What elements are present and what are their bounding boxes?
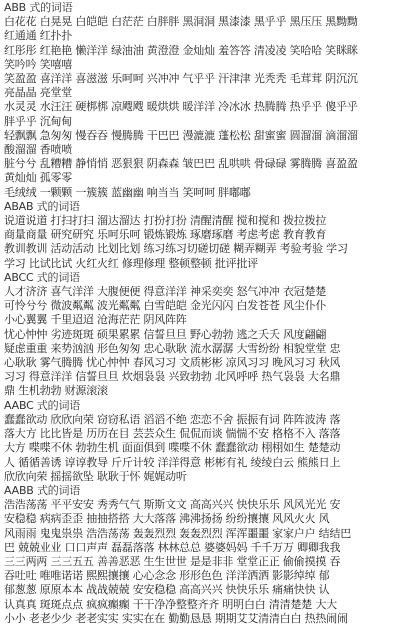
text-line: 安稳稳 病病歪歪 抽抽搭搭 大大落落 沸沸扬扬 纷纷攘攘 风风火火 风 [4, 512, 330, 526]
text-line: 红通通 红扑扑 [4, 29, 73, 43]
section-heading: ABCC 式的词语 [4, 270, 80, 284]
text-line: 三三两两 三三五五 善善恶恶 生生世世 是是非非 堂堂正正 偷偷摸摸 吞 [4, 554, 341, 568]
section-heading: ABAB 式的词语 [4, 199, 80, 213]
text-line: 商量商量 研究研究 乐呵乐呵 锻炼锻炼 琢磨琢磨 考虑考虑 教育教育 [4, 228, 327, 242]
text-line: 欣欣向荣 摇摇欲坠 耿耿于怀 娓娓动听 [4, 469, 187, 483]
text-line: 黄灿灿 孤零零 [4, 171, 73, 185]
text-line: 鼎 生机勃勃 财源滚滚 [4, 384, 108, 398]
text-line: 认真真 斑斑点点 疯疯癫癫 干干净净整整齐齐 明明白白 清清楚楚 大大 [4, 597, 337, 611]
text-line: 笑吟吟 笑嘻嘻 [4, 57, 73, 71]
text-line: 教训教训 活动活动 比划比划 练习练习切磋切磋 糊弄糊弄 考验考验 学习 [4, 242, 348, 256]
text-line: 小心翼翼 千里迢迢 沧海茫茫 阴风阵阵 [4, 313, 187, 327]
text-line: 酸溜溜 香喷喷 [4, 143, 73, 157]
text-line: 人 循循善诱 谆谆教导 斤斤计较 洋洋得意 彬彬有礼 绫绫白云 熊熊日上 [4, 455, 341, 469]
text-line: 疑虑重重 来势汹汹 形色匆匆 忠心耿耿 流水潺潺 大雪纷纷 相貌堂堂 忠 [4, 341, 341, 355]
text-line: 郁葱葱 原原本本 战战兢兢 安安稳稳 高高兴兴 快快乐乐 痛痛快快 认 [4, 583, 330, 597]
text-line: 脏兮兮 乱糟糟 静悄悄 恶狠狠 阴森森 皱巴巴 乱哄哄 骨碌碌 雾腾腾 喜盈盈 [4, 157, 358, 171]
text-line: 胖乎乎 沉甸甸 [4, 114, 73, 128]
text-line: 风雨雨 鬼鬼祟祟 浩浩荡荡 轰轰烈烈 轰轰烈烈 浑浑噩噩 家家户户 结结巴 [4, 526, 352, 540]
text-line: 红彤彤 红艳艳 懒洋洋 绿油油 黄澄澄 金灿灿 羞答答 清凌凌 笑哈哈 笑眯眯 [4, 43, 358, 57]
text-line: 浩浩荡荡 平平安安 秀秀气气 斯斯文文 高高兴兴 快快乐乐 风风光光 安 [4, 498, 341, 512]
text-line: 白花花 白晃晃 白皑皑 白茫茫 白胖胖 黑洞洞 黑漆漆 黑乎乎 黑压压 黑黝黝 [4, 15, 358, 29]
text-line: 说道说道 打扫打扫 溜达溜达 打扮打扮 清醒清醒 搅和搅和 拨拉拨拉 [4, 214, 327, 228]
text-line: 学习 比试比试 火红火红 修理修理 整顿整顿 批评批评 [4, 256, 259, 270]
text-line: 大方 喋喋不休 勃勃生机 面面俱到 喋喋不休 蠢蠢欲动 栩栩如生 楚楚动 [4, 441, 341, 455]
text-line: 轻飘飘 急匆匆 慢吞吞 慢腾腾 干巴巴 漫漉漉 蓬松松 甜蜜蜜 圆溜溜 滴溜溜 [4, 128, 358, 142]
text-line: 忧心忡忡 劣迹斑斑 硕果累累 信誓旦旦 野心勃勃 逃之夭夭 风度翩翩 [4, 327, 327, 341]
text-line: 习习 得意洋洋 信誓旦旦 炊烟袅袅 兴致勃勃 北风呼呼 热气袅袅 大名鼎 [4, 370, 341, 384]
text-line: 蠢蠢欲动 欣欣向荣 窃窃私语 滔滔不绝 恋恋不舍 振振有词 阵阵波涛 落 [4, 412, 341, 426]
section-heading: ABB 式的词语 [4, 1, 73, 14]
text-line: 吞吐吐 唯唯诺诺 熙熙攘攘 心心念念 形形色色 洋洋洒洒 影影绰绰 郁 [4, 569, 330, 583]
section-heading: AABC 式的词语 [4, 398, 81, 412]
section-heading: AABB 式的词语 [4, 483, 81, 497]
text-line: 落大方 比比皆是 历历在目 芸芸众生 侃侃而谈 惴惴不安 格格不入 落落 [4, 427, 341, 441]
text-line: 人才济济 喜气洋洋 大腹便便 得意洋洋 神采奕奕 怒气冲冲 衣冠楚楚 [4, 285, 327, 299]
text-line: 小小 老老少少 老老实实 实实在在 勤勤恳恳 期期艾艾清清白白 热热闹闹 [4, 611, 348, 625]
text-line: 心耿耿 雾气腾腾 忧心忡忡 春风习习 文质彬彬 凉风习习 晚风习习 秋风 [4, 356, 341, 370]
text-line: 亮晶晶 亮堂堂 [4, 86, 73, 100]
text-line: 笑盈盈 喜洋洋 喜滋滋 乐呵呵 兴冲冲 气乎乎 汗津津 光秃秃 毛茸茸 阴沉沉 [4, 72, 358, 86]
text-line: 可怜兮兮 微波粼粼 波光粼粼 白雪皑皑 金光闪闪 白发苍苍 风尘仆仆 [4, 299, 327, 313]
text-line: 毛绒绒 一颗颗 一簇簇 蓝幽幽 响当当 笑呵呵 胖嘟嘟 [4, 185, 251, 199]
text-line: 水灵灵 水汪汪 硬梆梆 凉飕飕 暖烘烘 暖洋洋 冷冰冰 热腾腾 热乎乎 傻乎乎 [4, 100, 358, 114]
text-line: 巴 兢兢业业 口口声声 磊磊落落 林林总总 婆婆妈妈 千千万万 卿卿我我 [4, 540, 341, 554]
